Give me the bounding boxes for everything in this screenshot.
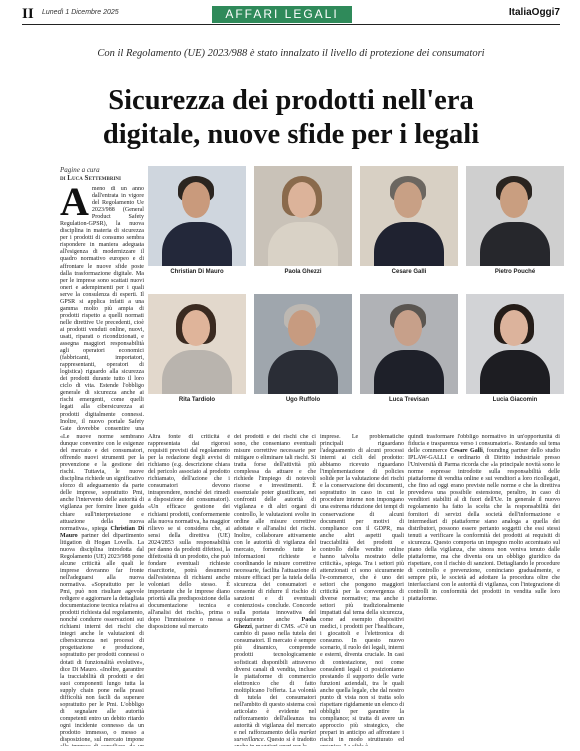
column-3b-text: Concorde sulla portata innovativa del regolamento anche [234,603,316,624]
column-1-text: meno di un anno dall'entrata in vigore del Regolamento Ue 2023/988 (General Product Safety Regulation-GPSR), la nuova disciplina in materia di sicurezza per i prodotti di consumo sembra rispondere in maniera adeguata all'esigenza di modernizzare il quadro normativo europeo e di affrontare le nuove sfide poste dalla trasformazione digitale. Ma per le imprese sono scattati nuovi oneri e adempimenti per i quali serve la consulenza di esperti. Il GPSR si applica infatti a una gamma molto più ampia di prodotti rispetto a quelli normati nelle direttive Ue precedenti, cioè ai prodotti venduti online, nuovi, usati, riparati o ricondizionati, e assegna maggiori responsabilità agli operatori economici (fabbricanti, importatori, rappresentanti, operatori di logistica) riguardo alla sicurezza dei prodotti durante tutto il loro ciclo di vita. Estende l'obbligo generale di sicurezza anche ai rischi emergenti, come quelli legati alla cibersicurezza ai prodotti digitalmente connessi. Inoltre, il nuovo portale Safety Gate dovrebbe consentire una [60,186,144,431]
portrait-caption: Lucia Giacomin [466,394,564,407]
column-1b-tail: partner del dipartimento litigation di Hogan Lovells. [60,532,144,546]
article-column-3 [234,434,316,746]
byline-pages: Pagine a cura [60,166,100,174]
section-label: AFFARI LEGALI [212,6,352,23]
portrait-photo [254,166,352,279]
article-column-4 [320,434,404,746]
column-5b-text: Restando sul tema delle commerce [408,441,560,455]
headline-line-2: digitale, nuove sfide per i legali [102,119,480,150]
article-headline [22,84,560,152]
portrait-photo [254,294,352,407]
column-3b-tail: , partner di CMS. «C'è un cambio di passo nella tutela dei consumatori. Il mercato è sempre più dinamico, comprende prodotti tecnologicamente sofisticati disponibili attraverso diversi canali di vendita, incluse le piattaforme di commercio elettronico che di fatto moltiplicano l'offerta. La volontà di tutela dei consumatori nell'ambito di questo sistema così articolato è evidente nel rafforzamento dell'alleanza tra autorità di vigilanza del mercato e nel rafforzamento della [234,624,316,736]
column-5b-tail: , founding partner dello studio IPLAW-GALLI e ordinario di Diritto industriale presso l'Università di Parma ricorda che «la principale novità sono le norme espresse introdotte sulla responsabilità delle piattaforme di vendita online e sui venditori a loro ricollegati, che fino ad oggi erano previste nelle norme e che la direttiva prevedeva una possibile estensione, peraltro, in caso di venditori stabiliti al di fuori dell'Ue. In generale il nuovo regolamento ha fatto la scelta che la responsabilità dei fornitori di servizi della società dell'informazione e intermediari di piattaforme siano analoga a quella dei distributori, possono essere pertanto soggetti che essi stessi tenuti a verificare la conformità dei prodotti ai requisiti di sicurezza. Questo comporta un impegno molto accentuato sul piano della vigilanza, che sinora non veniva tenuto dalle piattaforme, ma che diventa ora un obbligo giuridico da rispettare, con il rischio di sanzioni. Dettagliando le procedure di controllo e prevenzione, cominciano gradualmente, e sempre più, le società ad adottare la procedura oltre che interfacciarsi con le autorità di vigilanza, con l'integrazione di controlli in conformità dei prodotti in vendita sulle loro piattaforme. [408,448,560,603]
portrait-caption: Cesare Galli [360,266,458,279]
column-1c-text: La nuova disciplina introdotta dal Regolamento (UE) 2023/988 pone alcune criticità alle quali le imprese dovranno far fronte nell'adeguarsi alla nuova normativa. «Soprattutto per le Pmi, può non risultare agevole redigere e aggiornare la dettagliata documentazione tecnica relativa ai prodotti richiesta dal regolamento, nonché condurre osservazioni sui richiami interni dei rischi che integri anche le valutazioni di cibersicurezza nei processi di progettazione e produzione, soprattutto per prodotti connessi o dotati di funzionalità evolutive», dice Di Mauro. «Inoltre, garantire la tracciabilità di prodotti e dei suoi componenti lungo tutta la supply chain pone nella prassi difficoltà non facili da superare soprattutto per le Pmi. L'obbligo di segnalare alle autorità competenti entro un debito ritardo ogni incidente connesso da un prodotto immesso, o messo a disposizione, sul mercato impone [60,539,144,744]
header-rule [22,24,560,25]
drop-cap: A [60,186,89,224]
article-column-1 [60,186,144,431]
column-1b-text: «Le nuove norme sembrano dunque convenire con le esigenze del mercato e dei consumatori, offrendo nuovi strumenti per la prevenzione e la gestione dei rischi. Tuttavia, le nuove disciplina richiede un significativo sforzo di adeguamento da parte delle imprese, soprattutto Pmi, anche l'intervento delle autorità di vigilanza per fornire linee guida chiare sull'interpretazione e attuazione della nuova normativa», spiega [60,434,144,532]
portrait-photo [360,294,458,407]
byline [60,166,121,182]
article-column-1b [60,434,144,746]
column-3b-end: . Questo si è tradotto [263,737,316,744]
portrait-photo [148,294,246,407]
portrait-caption: Pietro Pouché [466,266,564,279]
page-header [0,0,580,40]
page-number: II [22,6,34,22]
column-3-text: dei prodotti e dei rischi che ci sono, che consentano eventuali misure correttive necessarie per mitigare o eliminare tali rischi. Si tratta forse dell'attività più complessa da attuare e che richiede l'impiego di notevoli risorse e investimenti. È essenziale poter giustificare, nei confronti delle autorità di vigilanza e di altri organi di controllo, le valutazioni svolte in ordine alle misure correttive adottate e all'analisi dei rischi. Inoltre, collaborare attivamente con le autorità di vigilanza del mercato, fornendo tutte le informazioni richieste e coordinando le misure correttive necessarie, facilita l'attuazione di misure efficaci per la tutela della sicurezza dei consumatori e consente di ridurre il rischio di sanzioni e di eventuali contenziosi» conclude. [234,434,316,610]
portrait-caption: Luca Trevisan [360,394,458,407]
portrait-caption: Christian Di Mauro [148,266,246,279]
portrait-caption: Ugo Ruffolo [254,394,352,407]
portrait-caption: Paola Ghezzi [254,266,352,279]
photo-grid [148,166,564,428]
article-column-5 [408,434,560,746]
portrait-photo [466,166,564,279]
column-2-text: Altra fonte di criticità è rappresentata dai rigorosi requisiti previsti dal regolamento per la redazione degli avvisi di richiamo (e.g. descrizione chiara del pericolo associato al prodotto richiamato, dell'azione che i consumatori devono intraprendere, nonché dei rimedi a disposizione dei consumatori). «Un efficace gestione dei richiami prodotti, conformemente alla nuova normativa, ha maggior rilievo se si considera che, ai sensi della direttiva (UE) 2024/2853 sulla responsabilità per danno da prodotti difettosi, la difettosità di un prodotto, che può fondare eventuali richieste risarcitorie, potrà desumersi dall'esistenza di richiami anche volontari dello stesso. È importante che le imprese diano priorità alla predisposizione della documentazione tecnica e all'analisi dei rischi», prima o dopo l'immissione o messa a disposizione sul mercato [148,434,230,631]
byline-author: di Luca Settembrini [60,174,121,182]
portrait-photo [148,166,246,279]
portrait-caption: Rita Tardiolo [148,394,246,407]
article-column-2 [148,434,230,746]
column-3b-italic: market surveillance [234,729,316,744]
quoted-name: Cesare Galli [449,448,483,455]
quoted-name: Christian Di Mauro [60,525,144,539]
quoted-name: Paola Ghezzi [234,617,316,631]
column-4-text: imprese. Le problematiche principali riguardano l'adeguamento di alcuni processi interni ai cicli del prodotto: abbiamo ricevuto riguardano l'implementazione di policies solide per la valutazione dei rischi e la conservazione dei documenti, soprattutto in caso in cui le procedure interne non impongano una estrema riduzione dei tempi di conservazione di alcuni documenti per motivi di compliance con il GDPR, ma anche altri aspetti quali tracciabilità dei prodotti e controllo delle vendite online hanno talvolta mostrato delle criticità», spiega. Tra i settori più attenzionati ci sono sicuramente l'e-commerce, che è uno dei settori che pongono maggiori criticità per la convergenza di diverse normative; ma anche i settori più tradizionalmente impattati dal tema della sicurezza, come ad esempio dispositivi medici, i prodotti per l'healthcare, i giocattoli e l'elettronica di consumo. In questo nuovo scenario, il ruolo dei legali, interni e esterni, diventa cruciale. In casi di contestazione, noi come consulenti legali ci posizioniamo prestando il supporto delle varie funzioni aziendali, tra le quali anche quella legale, che dal nostro punto di vista non si tratta solo rispettare rigidamente un elenco di obblighi per garantire la compliance; si tratta di avere un approccio più strategico, che prepari in anticipo ad affrontare i rischi in modo strutturato ed [320,434,404,744]
headline-line-1: Sicurezza dei prodotti nell'era [108,85,474,116]
brand-logo: ItaliaOggi7 [508,7,560,18]
issue-date: Lunedì 1 Dicembre 2025 [42,9,119,16]
article-kicker: Con il Regolamento (UE) 2023/988 è stato innalzato il livello di protezione dei consumatori [97,48,485,59]
column-5-text: quindi trasformare l'obbligo normativo in un'opportunità di fiducia e trasparenza verso i consumatori». [408,434,560,448]
portrait-photo [360,166,458,279]
portrait-photo [466,294,564,407]
